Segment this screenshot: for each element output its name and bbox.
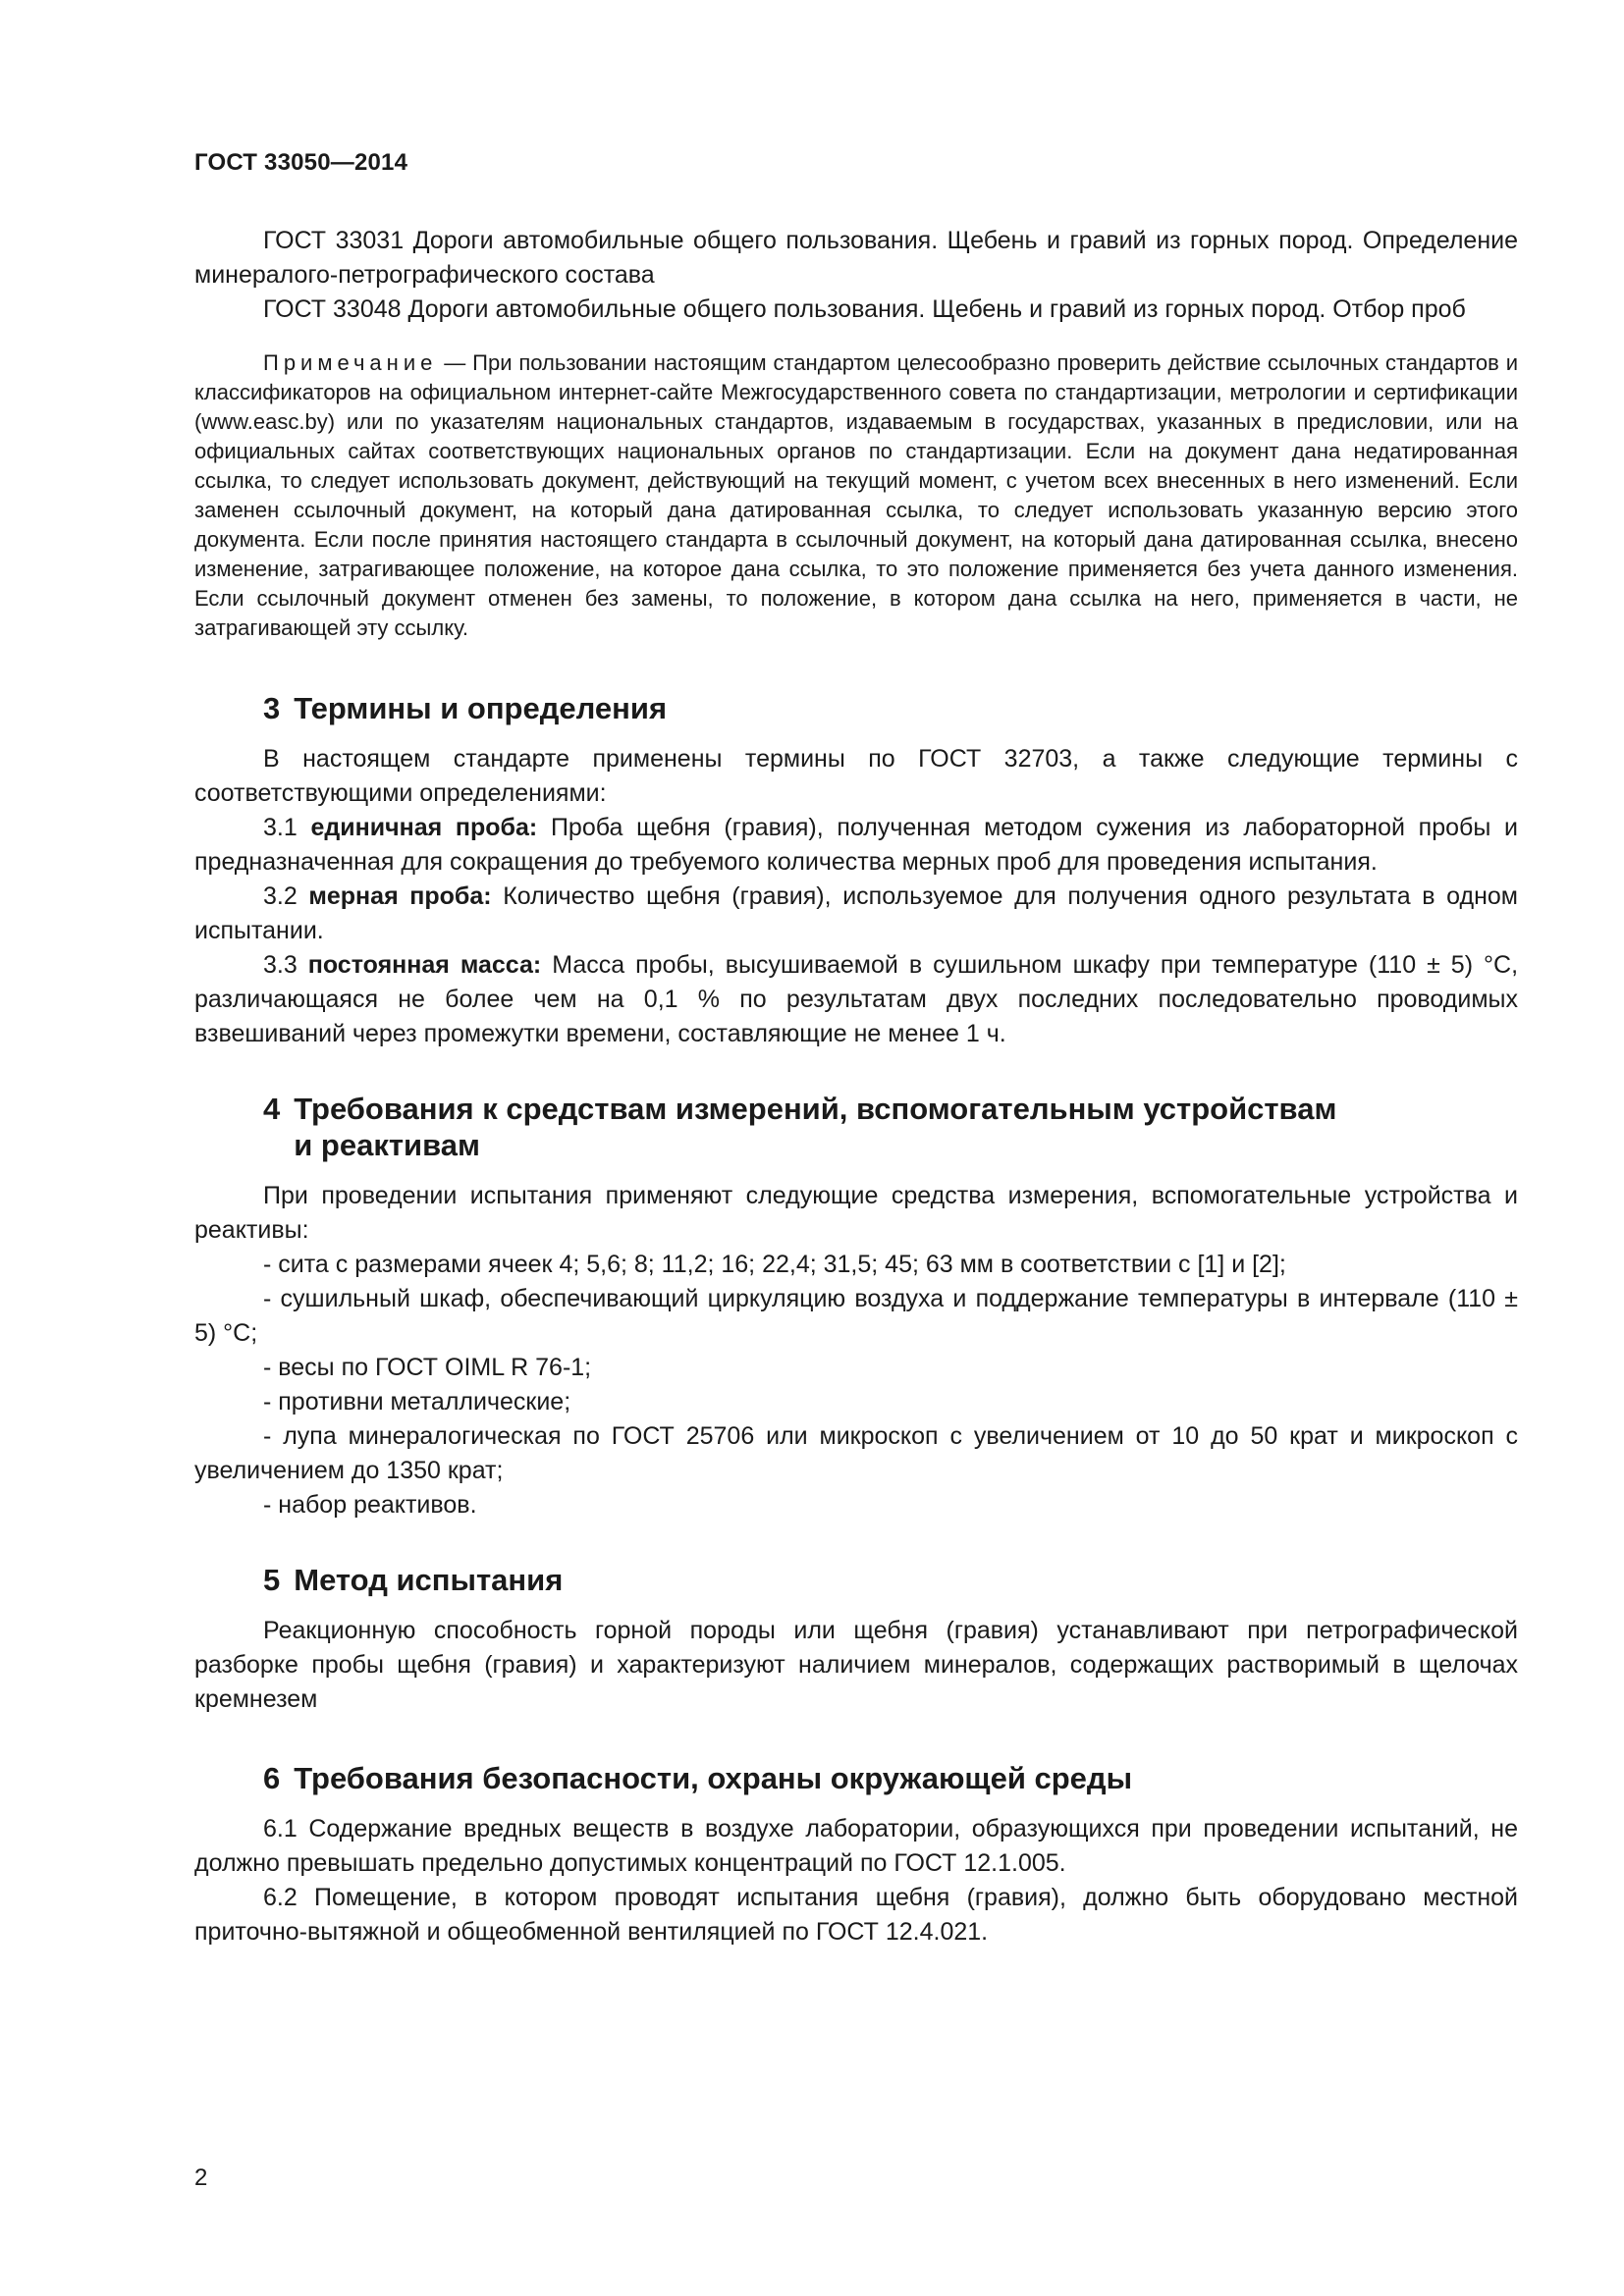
section-5-text: Реакционную способность горной породы или щебня (гравия) устанавливают при петрографической разборке пробы щебня (гравия) и характеризуют наличием минералов, содержащих растворимый в щелочах кремнезем: [194, 1617, 1518, 1713]
page-content: [194, 224, 1518, 1949]
term-name: мерная проба:: [308, 882, 492, 910]
section-5-title: Метод испытания: [294, 1563, 564, 1597]
section-4-number: 4: [263, 1092, 281, 1126]
note-label: Примечание: [263, 350, 438, 375]
safety-item-6-1: 6.1 Содержание вредных веществ в воздухе лаборатории, образующихся при проведении испытаний, не должно превышать предельно допустимых концентраций по ГОСТ 12.1.005.: [194, 1815, 1518, 1877]
section-4-intro: При проведении испытания применяют следующие средства измерения, вспомогательные устройства и реактивы:: [194, 1182, 1518, 1244]
equipment-item: - лупа минералогическая по ГОСТ 25706 или микроскоп с увеличением от 10 до 50 крат и микроскоп с увеличением до 1350 крат;: [194, 1422, 1518, 1484]
section-5-number: 5: [263, 1563, 281, 1597]
term-definition: Количество щебня (гравия), используемое для получения одного результата в одном испытании.: [194, 882, 1518, 944]
term-definition: Масса пробы, высушиваемой в сушильном шкафу при температуре (110 ± 5) °С, различающаяся не более чем на 0,1 % по результатам двух последних последовательно проводимых взвешиваний через промежутки времени, составляющие не менее 1 ч.: [194, 951, 1519, 1047]
section-3-number: 3: [263, 691, 281, 725]
term-number: 3.2: [263, 882, 298, 910]
term-3-1: [194, 811, 1518, 880]
section-6-number: 6: [263, 1761, 281, 1795]
section-3-heading: [194, 690, 1518, 726]
equipment-item: - набор реактивов.: [263, 1491, 477, 1519]
document-header: ГОСТ 33050—2014: [194, 149, 408, 176]
term-name: постоянная масса:: [307, 951, 542, 979]
section-6-heading: [194, 1760, 1518, 1796]
equipment-item: - весы по ГОСТ OIML R 76-1;: [263, 1354, 592, 1381]
equipment-item: - противни металлические;: [263, 1388, 571, 1415]
term-number: 3.3: [263, 951, 298, 979]
equipment-item: - сушильный шкаф, обеспечивающий циркуляцию воздуха и поддержание температуры в интервале (110 ± 5) °С;: [194, 1285, 1518, 1347]
section-3-title: Термины и определения: [294, 691, 668, 725]
section-5-heading: [194, 1562, 1518, 1598]
term-definition: Проба щебня (гравия), полученная методом сужения из лабораторной пробы и предназначенная для сокращения до требуемого количества мерных проб для проведения испытания.: [194, 814, 1518, 876]
term-3-2: [194, 880, 1518, 948]
reference-gost-33031: ГОСТ 33031 Дороги автомобильные общего пользования. Щебень и гравий из горных пород. Определение минералого-петрографического состава: [194, 227, 1518, 289]
note-paragraph: [194, 348, 1518, 643]
section-4-title-line-2: и реактивам: [294, 1128, 480, 1162]
section-6-title: Требования безопасности, охраны окружающей среды: [294, 1761, 1133, 1795]
reference-gost-33048: ГОСТ 33048 Дороги автомобильные общего пользования. Щебень и гравий из горных пород. Отбор проб: [263, 295, 1466, 323]
note-text: — При пользовании настоящим стандартом целесообразно проверить действие ссылочных стандартов и классификаторов на официальном интернет-сайте Межгосударственного совета по стандартизации, метрологии и сертификации (www.easc.by) или по указателям национальных стандартов, издаваемым в государствах, указанных в предисловии, или на официальных сайтах соответствующих национальных органов по стандартизации. Если на документ дана недатированная ссылка, то следует использовать документ, действующий на текущий момент, с учетом всех внесенных в него изменений. Если заменен ссылочный документ, на который дана датированная ссылка, то следует использовать указанную версию этого документа. Если после принятия настоящего стандарта в ссылочный документ, на который дана датированная ссылка, внесено изменение, затрагивающее положение, на которое дана ссылка, то это положение применяется без учета данного изменения. Если ссылочный документ отменен без замены, то положение, в котором дана ссылка на него, применяется в части, не затрагивающей эту ссылку.: [194, 350, 1518, 640]
section-4-heading: [194, 1091, 1518, 1163]
term-3-3: [194, 948, 1518, 1051]
term-number: 3.1: [263, 814, 298, 841]
section-4-title-line-1: Требования к средствам измерений, вспомогательным устройствам: [294, 1092, 1337, 1126]
page-number: 2: [194, 2164, 208, 2191]
section-3-intro: В настоящем стандарте применены термины по ГОСТ 32703, а также следующие термины с соответствующими определениями:: [194, 745, 1518, 807]
safety-item-6-2: 6.2 Помещение, в котором проводят испытания щебня (гравия), должно быть оборудовано местной приточно-вытяжной и общеобменной вентиляцией по ГОСТ 12.4.021.: [194, 1884, 1518, 1946]
equipment-item: - сита с размерами ячеек 4; 5,6; 8; 11,2; 16; 22,4; 31,5; 45; 63 мм в соответствии с [1] и [2];: [263, 1251, 1286, 1278]
section-4-title: [294, 1091, 1336, 1163]
term-name: единичная проба:: [310, 814, 538, 841]
